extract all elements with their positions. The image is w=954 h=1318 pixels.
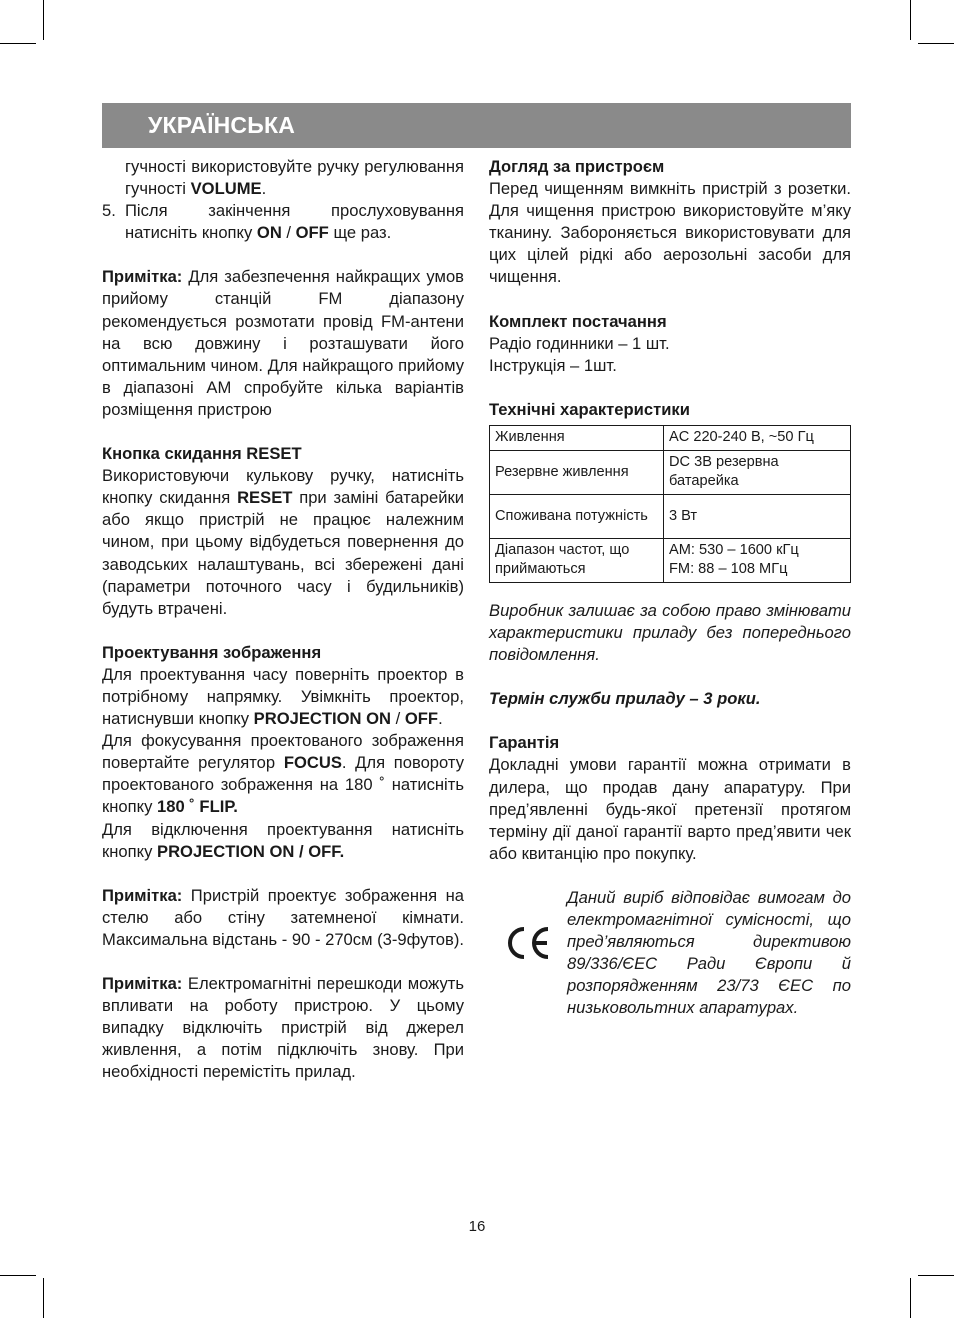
language-header	[102, 103, 851, 148]
crop-mark	[910, 1278, 911, 1318]
section-heading-kit: Комплект постачання	[489, 311, 667, 331]
spec-value	[664, 538, 851, 582]
crop-mark	[918, 43, 954, 44]
projection-on-label: PROJECTION ON	[253, 709, 392, 729]
text: Використовуючи кулькову ручку, натисніть кнопку скидання	[102, 466, 464, 508]
on-label: ON	[256, 223, 282, 243]
service-life: Термін служби приладу – 3 роки.	[489, 689, 761, 709]
list-text	[125, 200, 464, 244]
spec-value-line: AM: 530 – 1600 кГц	[669, 542, 799, 559]
language-title: УКРАЇНСЬКА	[148, 112, 296, 138]
crop-mark	[910, 0, 911, 40]
text: Для проектування часу поверніть проектор в потрібному напрямку. Увімкніть проектор, натиснувши кнопку	[102, 664, 464, 729]
flip-label: 180 ˚ FLIP.	[157, 797, 238, 817]
text: .	[261, 179, 267, 199]
spec-name: Споживана потужність	[490, 494, 664, 538]
text: Для відключення проектування натисніть кнопку	[102, 819, 464, 861]
reset-label: RESET	[237, 488, 293, 508]
spec-name: Живлення	[490, 425, 664, 450]
text: гучності використовуйте ручку регулювання гучності	[125, 157, 464, 199]
ce-mark-icon	[503, 923, 553, 963]
list-number: 5.	[102, 201, 116, 221]
spec-value-line: FM: 88 – 108 МГц	[669, 561, 788, 578]
section-heading-projection: Проектування зображення	[102, 642, 322, 662]
text: /	[281, 223, 296, 243]
note-text: Для забезпечення найкращих умов прийому станцій FM діапазону рекомендується розмотати провід FM-антени на всю довжину і розташувати його оптимальним чином. Для найкращого прийому в діапазоні AM спробуйте кілька варіантів розміщення пристрою	[102, 267, 464, 419]
spec-value: AC 220-240 В, ~50 Гц	[664, 425, 851, 450]
page-number: 16	[468, 1218, 486, 1235]
kit-line: Інструкція – 1шт.	[489, 355, 617, 375]
care-paragraph: Перед чищенням вимкніть пристрій з розетки. Для чищення пристрою використовуйте м’яку тканину. Забороняється використовувати для цих цілей рідкі або аерозольні засоби для чищення.	[489, 179, 851, 287]
text: .	[438, 709, 443, 729]
note-text: Електромагнітні перешкоди можуть впливати на роботу пристрою. У цьому випадку відключіть пристрій від джерел живлення, а потім підключіть знову. При необхідності перемістіть прилад.	[102, 974, 464, 1082]
crop-mark	[0, 1275, 36, 1276]
text: Для фокусування проектованого зображення повертайте регулятор	[102, 731, 464, 773]
crop-mark	[918, 1275, 954, 1276]
volume-label: VOLUME	[190, 179, 262, 199]
text: ще раз.	[328, 223, 392, 243]
warranty-paragraph: Докладні умови гарантії можна отримати в дилера, що продав дану апаратуру. При пред’явленні будь-якої претензії протягом терміну дії даної гарантії варто пред’явити чек або квитанцію про покупку.	[489, 755, 851, 863]
crop-mark	[43, 1278, 44, 1318]
off-label: OFF	[295, 223, 329, 243]
kit-line: Радіо годинники – 1 шт.	[489, 333, 670, 353]
off-label: OFF	[404, 709, 439, 729]
crop-mark	[43, 0, 44, 40]
note-text: Пристрій проектує зображення на стелю або стіну затемненої кімнати. Максимальна відстань - 90 - 270см (3-9футов).	[102, 885, 464, 949]
table-row	[490, 450, 851, 494]
table-row	[490, 494, 851, 538]
text: /	[294, 841, 309, 861]
spec-name: Резервне живлення	[490, 450, 664, 494]
text: при заміні батарейки або якщо пристрій не працює належним чином, при цьому відбудеться повернення до заводських налаштувань, всі збережені дані (параметри поточного часу і будильників) будуть втрачені.	[102, 488, 465, 618]
spec-value: 3 Вт	[664, 494, 851, 538]
off-label: OFF.	[308, 841, 345, 861]
section-heading-specs: Технічні характеристики	[489, 399, 690, 419]
spec-value: DC 3В резервна батарейка	[664, 450, 851, 494]
left-column	[102, 156, 464, 1083]
list-item	[102, 200, 464, 244]
focus-label: FOCUS	[283, 753, 342, 773]
table-row	[490, 425, 851, 450]
projection-paragraph-3	[102, 819, 464, 863]
text: . Для повороту проектованого зображення на 180 ˚ натисніть кнопку	[102, 753, 464, 817]
section-heading-reset: Кнопка скидання RESET	[102, 444, 302, 464]
note-paragraph	[102, 266, 464, 421]
projection-on-label: PROJECTION ON	[157, 841, 295, 861]
spec-name: Діапазон частот, що приймаються	[490, 538, 664, 582]
projection-paragraph-2	[102, 730, 464, 818]
note-label: Примітка:	[102, 885, 183, 905]
projection-paragraph-1	[102, 664, 464, 730]
specs-table	[489, 425, 851, 583]
table-row	[490, 538, 851, 582]
crop-mark	[0, 43, 36, 44]
ce-compliance-block	[489, 887, 851, 1037]
section-heading-warranty: Гарантія	[489, 733, 560, 753]
right-column	[489, 156, 851, 1037]
note-paragraph	[102, 885, 464, 951]
list-item-continuation	[102, 156, 464, 200]
note-label: Примітка:	[102, 267, 183, 287]
disclaimer-paragraph: Виробник залишає за собою право змінювати характеристики приладу без попереднього повідомлення.	[489, 600, 851, 665]
text: Після закінчення прослуховування натисніть кнопку	[125, 201, 464, 243]
ce-text: Даний виріб відповідає вимогам до електромагнітної сумісності, що пред’являються директивою 89/336/ЄЕС Ради Європи й розпорядженням 23/73 ЄЕС по низьковольтних апаратурах.	[567, 887, 851, 1018]
note-paragraph	[102, 973, 464, 1083]
reset-paragraph	[102, 465, 464, 620]
section-heading-care: Догляд за пристроєм	[489, 157, 665, 176]
text: /	[391, 709, 405, 729]
note-label: Примітка:	[102, 974, 183, 993]
